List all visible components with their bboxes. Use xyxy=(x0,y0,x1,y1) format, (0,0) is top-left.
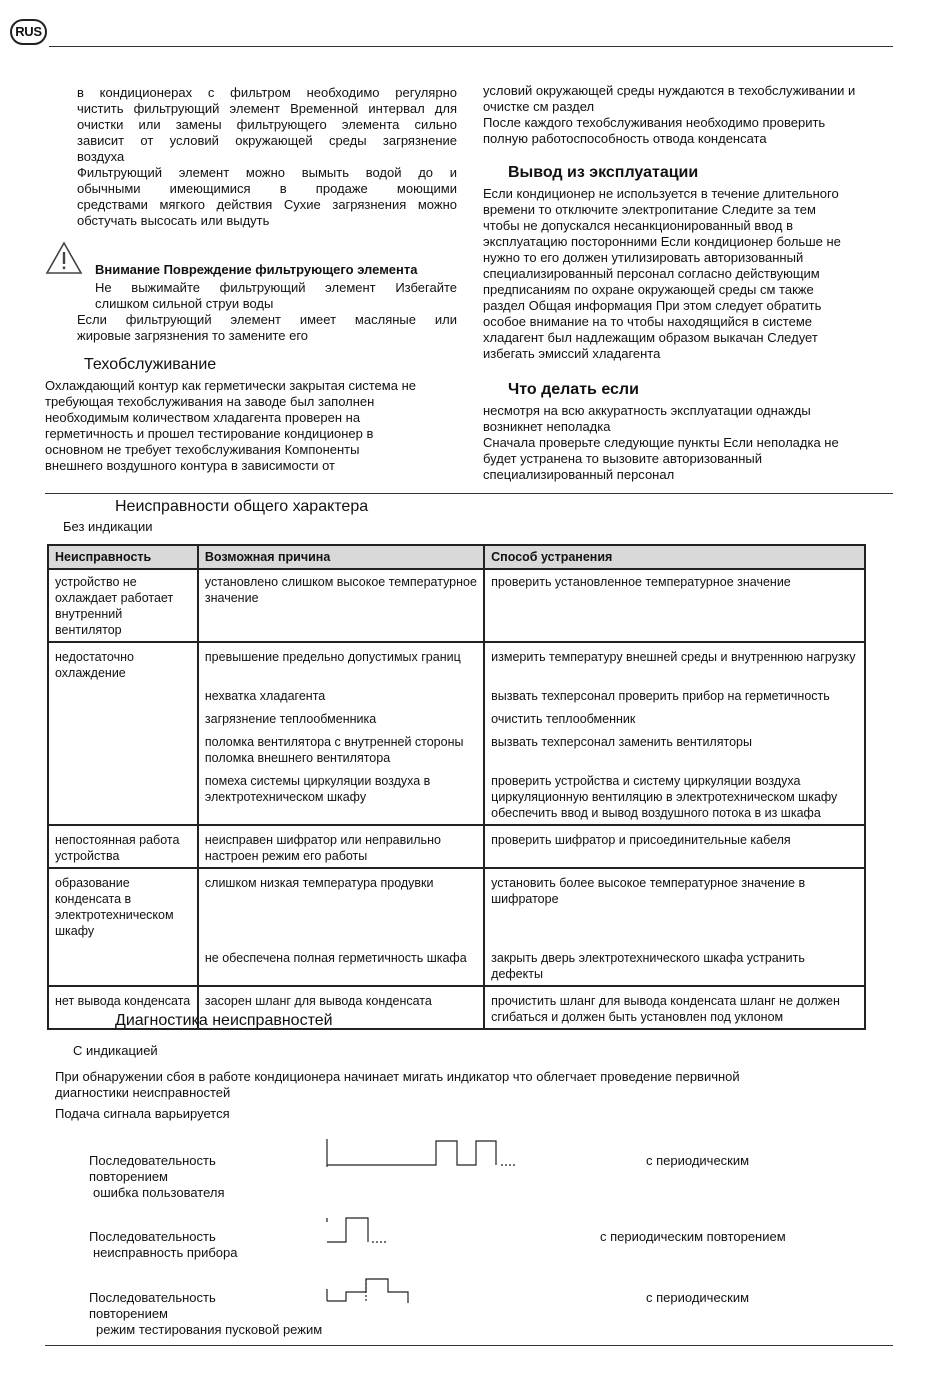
table-header-row xyxy=(48,545,865,569)
table-row xyxy=(48,825,865,868)
fix-cell: вызвать техперсонал заменить вентиляторы xyxy=(484,730,865,769)
table-row xyxy=(48,569,865,642)
table-row xyxy=(48,946,865,986)
sequence-label: Последовательность повторением ошибка пользователя xyxy=(89,1153,225,1200)
warning-triangle-icon xyxy=(45,241,83,275)
faults-subtitle: Без индикации xyxy=(63,519,153,534)
sequence-name: ошибка пользователя xyxy=(93,1185,225,1200)
cause-cell: загрязнение теплообменника xyxy=(198,707,484,730)
maintenance-text: Охлаждающий контур как герметически закрытая система не требующая техобслуживания на заводе был заполнен необходимым количеством хладагента проверен на герметичность и прошел тестирование кондиционер в основном не требует техобслуживания Компоненты внешнего воздушного контура в зависимости от xyxy=(45,378,416,473)
filter-cleaning-text: в кондиционерах с фильтром необходимо регулярно чистить фильтрующий элемент Временной интервал для очистки или замены фильтрующего элемента сильно зависит от условий окружающей среды загрязнение воздуха Фильтрующий элемент можно вымыть водой до и обычными имеющимися в продаже моющими средствами мягкого действия Сухие загрязнения можно обстучать высосать или выдуть xyxy=(77,85,457,228)
cause-cell: помеха системы циркуляции воздуха в электротехническом шкафу xyxy=(198,769,484,825)
fault-cell xyxy=(48,730,198,769)
cause-cell: неисправен шифратор или неправильно настроен режим его работы xyxy=(198,825,484,868)
fix-cell: закрыть дверь электротехнического шкафа устранить дефекты xyxy=(484,946,865,986)
fault-cell: непостоянная работа устройства xyxy=(48,825,198,868)
warning-block xyxy=(95,262,457,278)
decommission-heading: Вывод из эксплуатации xyxy=(508,164,699,181)
fix-cell: прочистить шланг для вывода конденсата шланг не должен сгибаться и должен быть установлен под уклоном xyxy=(484,986,865,1029)
faults-table xyxy=(47,544,866,1030)
column-header: Возможная причина xyxy=(198,545,484,569)
header-rule xyxy=(49,46,893,47)
fix-cell: проверить шифратор и присоединительные кабеля xyxy=(484,825,865,868)
sequence-label: Последовательность повторением режим тестирования пусковой режим xyxy=(89,1290,323,1337)
table-row xyxy=(48,730,865,769)
repeat-note: с периодическим xyxy=(646,1153,750,1168)
diagnostics-heading: Диагностика неисправностей xyxy=(115,1012,333,1029)
maintenance-heading: Техобслуживание xyxy=(84,356,217,373)
fault-cell xyxy=(48,707,198,730)
oil-contamination-text: Если фильтрующий элемент имеет масляные или жировые загрязнения то замените его xyxy=(77,312,457,343)
diagnostics-intro: При обнаружении сбоя в работе кондиционера начинает мигать индикатор что облегчает проведение первичной диагностики неисправностей xyxy=(55,1069,740,1100)
cause-cell: поломка вентилятора с внутренней стороны поломка внешнего вентилятора xyxy=(198,730,484,769)
maintenance-continued-text: условий окружающей среды нуждаются в техобслуживании и очистке см раздел После каждого техобслуживания необходимо проверить полную работоспособность отвода конденсата xyxy=(483,83,856,146)
sequence-name: неисправность прибора xyxy=(93,1245,238,1260)
column-header: Неисправность xyxy=(48,545,198,569)
table-row xyxy=(48,868,865,946)
fault-cell xyxy=(48,684,198,707)
table-row xyxy=(48,642,865,684)
what-to-do-heading: Что делать если xyxy=(508,381,639,398)
warning-title: Внимание Повреждение фильтрующего элемента xyxy=(95,262,418,277)
table-row xyxy=(48,684,865,707)
cause-cell: слишком низкая температура продувки xyxy=(198,868,484,946)
fix-cell: вызвать техперсонал проверить прибор на герметичность xyxy=(484,684,865,707)
faults-heading: Неисправности общего характера xyxy=(115,498,369,515)
fix-cell: проверить устройства и систему циркуляции воздуха циркуляционную вентиляцию в электротехническом шкафу обеспечить ввод и вывод воздушного потока в из шкафа xyxy=(484,769,865,825)
fix-cell: проверить установленное температурное значение xyxy=(484,569,865,642)
section-rule xyxy=(45,493,893,494)
test-mode-signal-diagram xyxy=(326,1275,414,1307)
table-row xyxy=(48,707,865,730)
fix-cell: измерить температуру внешней среды и внутреннюю нагрузку xyxy=(484,642,865,684)
user-error-signal-diagram xyxy=(326,1136,518,1170)
fault-cell: недостаточно охлаждение xyxy=(48,642,198,684)
footer-rule xyxy=(45,1345,893,1346)
cause-cell: засорен шланг для вывода конденсата xyxy=(198,986,484,1029)
fault-cell xyxy=(48,769,198,825)
cause-cell: не обеспечена полная герметичность шкафа xyxy=(198,946,484,986)
sequence-label: Последовательность неисправность прибора xyxy=(89,1229,238,1260)
warning-text: Не выжимайте фильтрующий элемент Избегайте слишком сильной струи воды xyxy=(95,280,457,311)
cause-cell: установлено слишком высокое температурное значение xyxy=(198,569,484,642)
fix-cell: очистить теплообменник xyxy=(484,707,865,730)
column-header: Способ устранения xyxy=(484,545,865,569)
diagnostics-subtitle: С индикацией xyxy=(73,1043,158,1058)
table-row xyxy=(48,769,865,825)
fault-cell: образование конденсата в электротехническом шкафу xyxy=(48,868,198,946)
language-badge: RUS xyxy=(10,19,47,45)
repeat-note: с периодическим повторением xyxy=(600,1229,786,1244)
fault-cell xyxy=(48,946,198,986)
decommission-text: Если кондиционер не используется в течение длительного времени то отключите электропитание Следите за тем чтобы не допускался несанкционированный ввод в эксплуатацию посторонними Если кондиционер больше не нужно то его должен утилизировать авторизованный специализированный персонал согласно действующим предписаниям по охране окружающей среды см также раздел Общая информация При этом следует обратить особое внимание на то чтобы находящийся в системе хладагент был надлежащим образом выкачан Следует избегать эмиссий хладагента xyxy=(483,186,841,361)
signal-note: Подача сигнала варьируется xyxy=(55,1106,230,1121)
fault-cell: устройство не охлаждает работает внутренний вентилятор xyxy=(48,569,198,642)
repeat-note: с периодическим xyxy=(646,1290,750,1305)
device-fault-signal-diagram xyxy=(326,1214,388,1246)
fault-cell: нет вывода конденсата xyxy=(48,986,198,1029)
what-to-do-text: несмотря на всю аккуратность эксплуатации однажды возникнет неполадка Сначала проверьте следующие пункты Если неполадка не будет устранена то вызовите авторизованный специализированный персонал xyxy=(483,403,839,482)
cause-cell: нехватка хладагента xyxy=(198,684,484,707)
fix-cell: установить более высокое температурное значение в шифраторе xyxy=(484,868,865,946)
sequence-name: режим тестирования пусковой режим xyxy=(96,1322,323,1337)
cause-cell: превышение предельно допустимых границ xyxy=(198,642,484,684)
